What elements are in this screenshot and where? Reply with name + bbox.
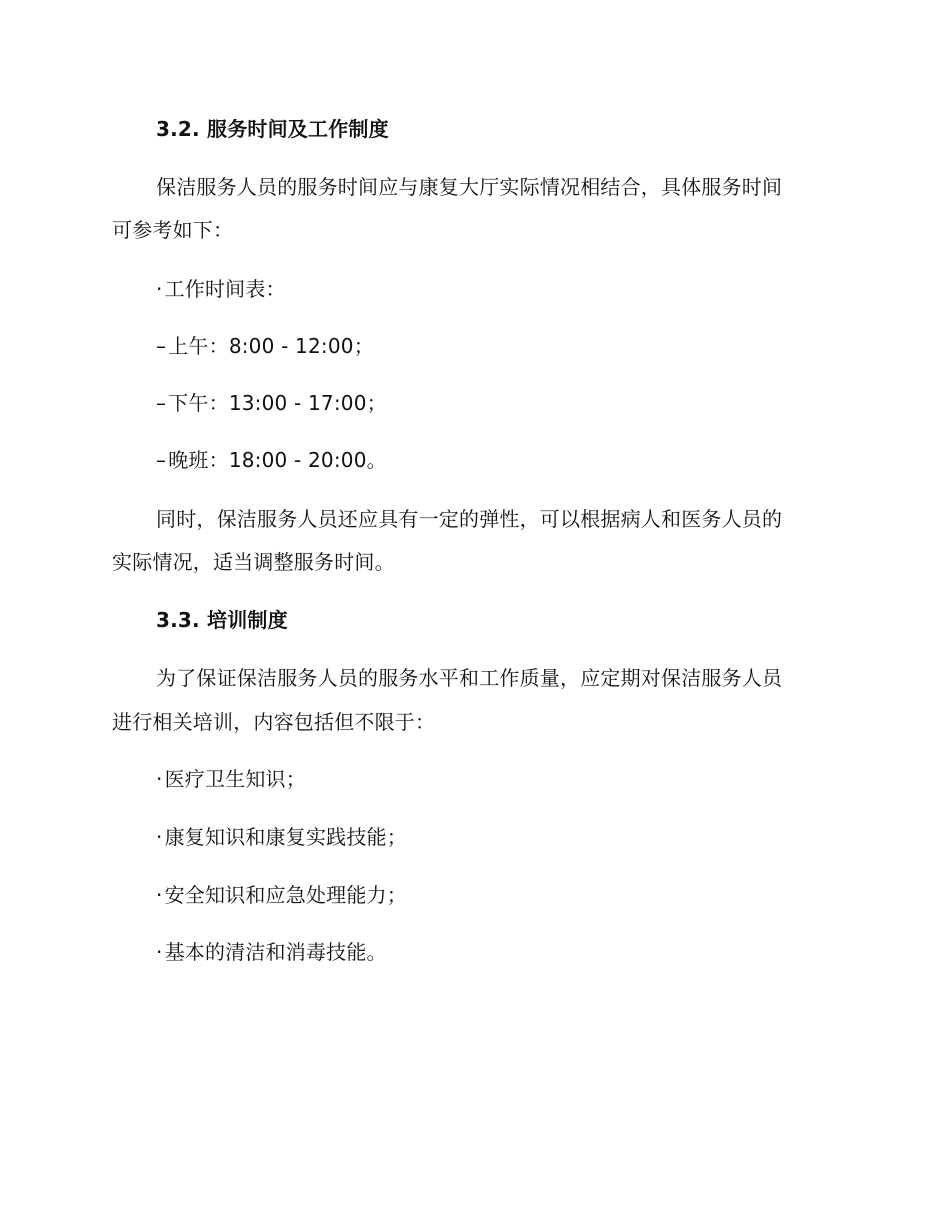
training-list-item: [156, 940, 387, 964]
schedule-item-afternoon: [156, 391, 387, 415]
bullet-glyph: ·: [156, 277, 163, 301]
schedule-period-label: 晚班：: [168, 448, 229, 472]
paragraph-training-line-1: 为了保证保洁服务人员的服务水平和工作质量，应定期对保洁服务人员: [156, 666, 783, 690]
schedule-period-time: 8:00 - 12:00；: [228, 334, 374, 358]
section-heading-3-2: 3.2. 服务时间及工作制度: [156, 117, 389, 141]
dash-glyph: –: [156, 391, 167, 415]
training-list-item: [156, 825, 407, 849]
schedule-period-label: 上午：: [168, 334, 229, 358]
bullet-glyph: ·: [156, 825, 163, 849]
dash-glyph: –: [156, 448, 167, 472]
training-item-text: 康复知识和康复实践技能；: [164, 825, 407, 849]
paragraph-flexibility-line-1: 同时，保洁服务人员还应具有一定的弹性，可以根据病人和医务人员的: [156, 507, 783, 531]
training-list-item: [156, 767, 306, 791]
schedule-item-evening: [156, 448, 387, 472]
section-heading-3-3: 3.3. 培训制度: [156, 608, 288, 632]
training-item-text: 安全知识和应急处理能力；: [164, 883, 407, 907]
schedule-label: 工作时间表：: [164, 277, 286, 301]
paragraph-service-time-line-1: 保洁服务人员的服务时间应与康复大厅实际情况相结合，具体服务时间: [156, 175, 783, 199]
bullet-glyph: ·: [156, 767, 163, 791]
bullet-glyph: ·: [156, 883, 163, 907]
paragraph-service-time-line-2: 可参考如下：: [112, 218, 234, 242]
dash-glyph: –: [156, 334, 167, 358]
schedule-period-time: 18:00 - 20:00。: [228, 448, 387, 472]
schedule-period-time: 13:00 - 17:00；: [228, 391, 387, 415]
training-list-item: [156, 883, 407, 907]
schedule-item-morning: [156, 334, 374, 358]
schedule-label-item: [156, 277, 286, 301]
training-item-text: 医疗卫生知识；: [164, 767, 306, 791]
paragraph-training-line-2: 进行相关培训，内容包括但不限于：: [112, 710, 436, 734]
schedule-period-label: 下午：: [168, 391, 229, 415]
paragraph-flexibility-line-2: 实际情况，适当调整服务时间。: [112, 550, 395, 574]
bullet-glyph: ·: [156, 940, 163, 964]
training-item-text: 基本的清洁和消毒技能。: [164, 940, 387, 964]
